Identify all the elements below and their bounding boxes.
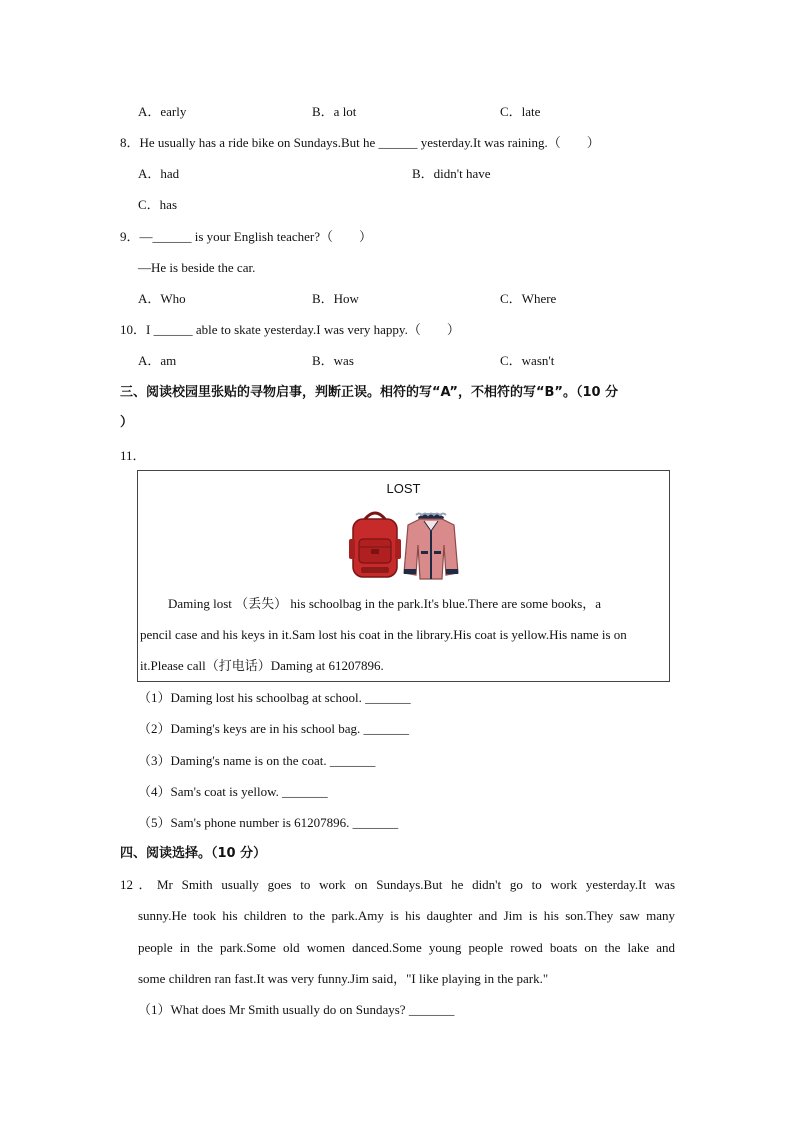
q10-option-c: C．wasn't: [500, 353, 555, 368]
q12-passage-line-3: people in the park.Some old women danced.Some young people rowed boats on the lake and: [138, 940, 675, 955]
section4-heading: 四、阅读选择。（10 分）: [120, 846, 267, 861]
q7-option-c: C．late: [500, 104, 541, 119]
section3-heading: 三、阅读校园里张贴的寻物启事，判断正误。相符的写“A”，不相符的写“B”。（10 分: [120, 385, 619, 400]
coat-icon: [402, 509, 460, 581]
q7-option-b: B．a lot: [312, 104, 357, 119]
q9-stem: 9．—______ is your English teacher?（ ）: [120, 229, 373, 244]
q8-option-a: A．had: [138, 166, 180, 181]
notice-title: LOST: [386, 481, 421, 496]
notice-line-3: it.Please call（打电话）Daming at 61207896.: [140, 658, 384, 673]
section3-heading-cont: ）: [120, 415, 134, 430]
q11-item-1: （1）Daming lost his schoolbag at school. _______: [138, 690, 411, 705]
schoolbag-icon: [347, 509, 403, 581]
q11-item-3: （3）Daming's name is on the coat. _______: [138, 753, 376, 768]
q11-item-2: （2）Daming's keys are in his school bag. _______: [138, 721, 409, 736]
q12-passage-line-4: some children ran fast.It was very funny.Jim said，"I like playing in the park.": [138, 971, 549, 986]
notice-line-2: pencil case and his keys in it.Sam lost his coat in the library.His coat is yellow.His name is on: [140, 627, 627, 642]
q10-option-b: B．was: [312, 353, 354, 368]
q9-answer-line: —He is beside the car.: [138, 260, 256, 275]
q11-number: 11．: [120, 448, 146, 463]
q8-option-c: C．has: [138, 197, 178, 212]
q12-passage-line-1: 12．Mr Smith usually goes to work on Sundays.But he didn't go to work yesterday.It was: [120, 877, 675, 892]
q8-option-b: B．didn't have: [412, 166, 491, 181]
q10-option-a: A．am: [138, 353, 177, 368]
q12-sub-question-1: （1）What does Mr Smith usually do on Sundays? _______: [138, 1002, 455, 1017]
q9-option-b: B．How: [312, 291, 359, 306]
lost-notice-box: [137, 470, 670, 682]
q11-item-4: （4）Sam's coat is yellow. _______: [138, 784, 328, 799]
q11-item-5: （5）Sam's phone number is 61207896. _______: [138, 815, 399, 830]
q8-stem: 8．He usually has a ride bike on Sundays.But he ______ yesterday.It was raining.（ ）: [120, 135, 600, 150]
q9-option-c: C．Where: [500, 291, 557, 306]
q7-option-a: A．early: [138, 104, 187, 119]
q12-passage-line-2: sunny.He took his children to the park.Amy is his daughter and Jim is his son.They saw many: [138, 908, 675, 923]
q10-stem: 10．I ______ able to skate yesterday.I was very happy.（ ）: [120, 322, 460, 337]
q9-option-a: A．Who: [138, 291, 186, 306]
notice-line-1: Daming lost （丢失） his schoolbag in the park.It's blue.There are some books，a: [168, 596, 602, 611]
